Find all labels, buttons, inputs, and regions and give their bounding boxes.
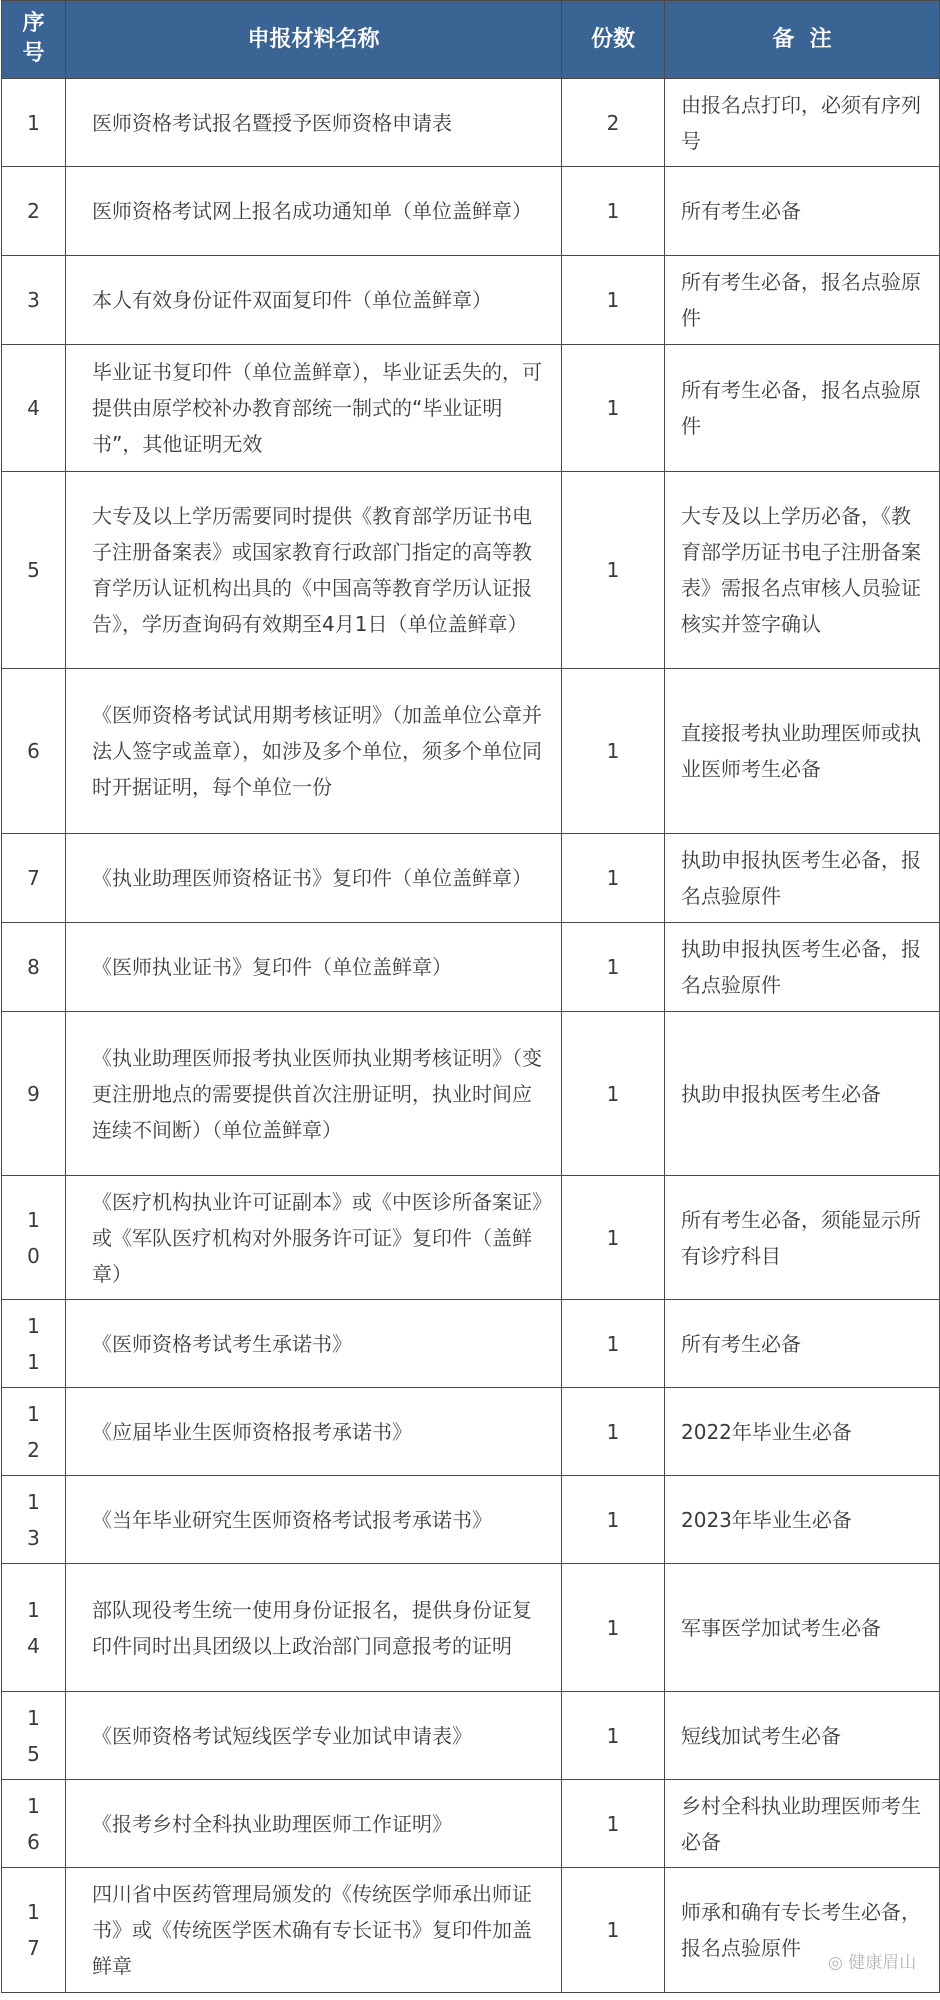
serial-number: 13 [27,1489,40,1550]
count-cell: 1 [562,1388,665,1476]
serial-number: 5 [27,558,40,582]
header-material-name: 申报材料名称 [66,1,562,79]
table-row [2,345,940,472]
serial-cell [2,472,66,669]
serial-cell [2,256,66,345]
material-name-cell: 《应届毕业生医师资格报考承诺书》 [66,1388,562,1476]
count-cell: 2 [562,79,665,167]
serial-number: 1 [27,110,40,135]
header-count: 份数 [562,1,665,79]
count-cell: 1 [562,923,665,1012]
count-cell: 1 [562,1012,665,1176]
count-cell: 1 [562,1300,665,1388]
count-cell: 1 [562,1564,665,1692]
serial-number: 16 [27,1793,40,1854]
serial-number: 14 [27,1597,40,1658]
note-cell: 所有考生必备，报名点验原件 [665,345,940,472]
table-row [2,1388,940,1476]
table-header-row [2,1,940,79]
note-cell: 所有考生必备，须能显示所有诊疗科目 [665,1176,940,1300]
serial-cell [2,1564,66,1692]
header-serial [2,1,66,79]
material-name-cell: 《医师资格考试考生承诺书》 [66,1300,562,1388]
material-name-cell: 本人有效身份证件双面复印件（单位盖鲜章） [66,256,562,345]
table-row [2,79,940,167]
header-serial-label: 序号 [22,10,45,66]
note-cell: 大专及以上学历必备，《教育部学历证书电子注册备案表》需报名点审核人员验证核实并签字确认 [665,472,940,669]
material-name-cell: 医师资格考试报名暨授予医师资格申请表 [66,79,562,167]
table-row [2,1300,940,1388]
serial-cell [2,1692,66,1780]
serial-cell [2,1176,66,1300]
count-cell: 1 [562,345,665,472]
material-name-cell: 《医疗机构执业许可证副本》或《中医诊所备案证》或《军队医疗机构对外服务许可证》复印件（盖鲜章） [66,1176,562,1300]
header-note: 备 注 [665,1,940,79]
serial-cell [2,345,66,472]
serial-cell [2,79,66,167]
count-cell: 1 [562,1780,665,1868]
count-cell: 1 [562,1176,665,1300]
serial-number: 8 [27,955,40,979]
table-row [2,1780,940,1868]
serial-cell [2,669,66,834]
serial-cell [2,834,66,923]
material-name-cell: 《执业助理医师资格证书》复印件（单位盖鲜章） [66,834,562,923]
material-name-cell: 《当年毕业研究生医师资格考试报考承诺书》 [66,1476,562,1564]
serial-number: 3 [27,288,40,312]
count-cell: 1 [562,1692,665,1780]
note-cell: 执助申报执医考生必备，报名点验原件 [665,834,940,923]
table-row [2,1176,940,1300]
serial-number: 11 [27,1313,40,1374]
serial-cell [2,1780,66,1868]
table-row [2,1012,940,1176]
note-cell: 2022年毕业生必备 [665,1388,940,1476]
note-cell: 所有考生必备 [665,1300,940,1388]
table-row [2,669,940,834]
count-cell: 1 [562,1476,665,1564]
serial-cell [2,1388,66,1476]
material-name-cell: 《医师执业证书》复印件（单位盖鲜章） [66,923,562,1012]
count-cell: 1 [562,256,665,345]
materials-table [1,0,940,1993]
serial-number: 7 [27,866,40,890]
wechat-icon: ◎ [828,1953,843,1973]
material-name-cell: 《医师资格考试短线医学专业加试申请表》 [66,1692,562,1780]
serial-cell [2,1012,66,1176]
material-name-cell: 大专及以上学历需要同时提供《教育部学历证书电子注册备案表》或国家教育行政部门指定的高等教育学历认证机构出具的《中国高等教育学历认证报告》，学历查询码有效期至4月1日（单位盖鲜章） [66,472,562,669]
note-cell: 直接报考执业助理医师或执业医师考生必备 [665,669,940,834]
note-cell: 执助申报执医考生必备 [665,1012,940,1176]
material-name-cell: 毕业证书复印件（单位盖鲜章），毕业证丢失的，可提供由原学校补办教育部统一制式的“毕业证明书”，其他证明无效 [66,345,562,472]
table-row [2,167,940,256]
serial-number: 15 [27,1705,40,1766]
count-cell: 1 [562,669,665,834]
material-name-cell: 《执业助理医师报考执业医师执业期考核证明》（变更注册地点的需要提供首次注册证明，执业时间应连续不间断）（单位盖鲜章） [66,1012,562,1176]
material-name-cell: 《报考乡村全科执业助理医师工作证明》 [66,1780,562,1868]
material-name-cell: 部队现役考生统一使用身份证报名，提供身份证复印件同时出具团级以上政治部门同意报考的证明 [66,1564,562,1692]
table-row [2,472,940,669]
serial-number: 6 [27,739,40,763]
serial-number: 17 [27,1900,40,1960]
count-cell: 1 [562,834,665,923]
watermark-text: 健康眉山 [848,1953,917,1973]
note-cell: 由报名点打印，必须有序列号 [665,79,940,167]
note-cell: 执助申报执医考生必备，报名点验原件 [665,923,940,1012]
table-row [2,1692,940,1780]
serial-cell [2,1300,66,1388]
note-cell: 短线加试考生必备 [665,1692,940,1780]
serial-number: 2 [27,199,40,223]
serial-number: 12 [27,1401,40,1462]
table-row [2,1476,940,1564]
serial-number: 4 [27,396,40,420]
table-row [2,923,940,1012]
material-name-cell: 医师资格考试网上报名成功通知单（单位盖鲜章） [66,167,562,256]
material-name-cell: 《医师资格考试试用期考核证明》（加盖单位公章并法人签字或盖章），如涉及多个单位，须多个单位同时开据证明，每个单位一份 [66,669,562,834]
serial-cell [2,1476,66,1564]
table-row [2,1564,940,1692]
note-cell: 军事医学加试考生必备 [665,1564,940,1692]
table-row [2,256,940,345]
table-row [2,1868,940,1993]
note-cell: 2023年毕业生必备 [665,1476,940,1564]
count-cell: 1 [562,472,665,669]
note-cell: 所有考生必备，报名点验原件 [665,256,940,345]
note-cell: 师承和确有专长考生必备，报名点验原件 [665,1868,940,1993]
note-cell: 所有考生必备 [665,167,940,256]
count-cell: 1 [562,1868,665,1993]
serial-number: 10 [27,1207,40,1268]
serial-number: 9 [27,1081,40,1106]
material-name-cell: 四川省中医药管理局颁发的《传统医学师承出师证书》或《传统医学医术确有专长证书》复印件加盖鲜章 [66,1868,562,1993]
table-row [2,834,940,923]
note-cell: 乡村全科执业助理医师考生必备 [665,1780,940,1868]
serial-cell [2,1868,66,1993]
serial-cell [2,167,66,256]
serial-cell [2,923,66,1012]
count-cell: 1 [562,167,665,256]
